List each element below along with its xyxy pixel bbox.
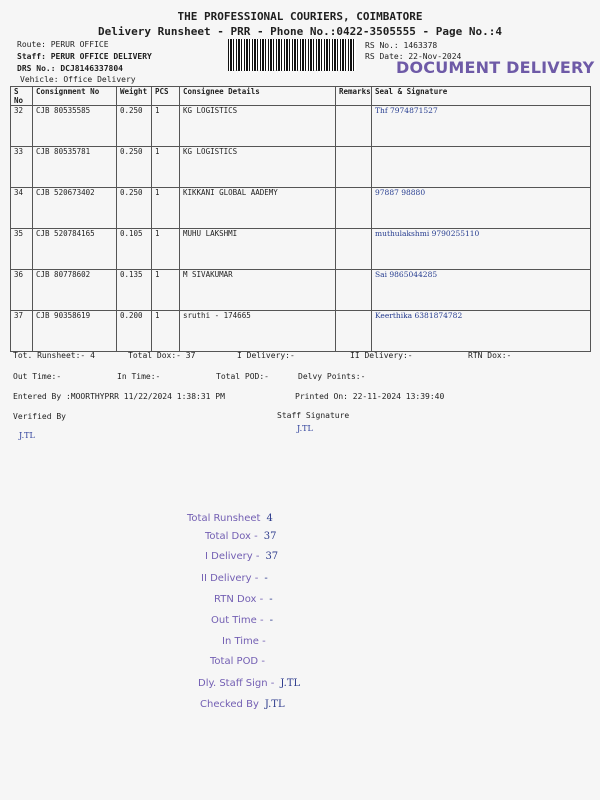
runsheet-subtitle: Delivery Runsheet - PRR - Phone No.:0422-3505555 - Page No.:4 — [98, 25, 502, 38]
table-row — [11, 147, 591, 188]
remarks-cell — [336, 106, 372, 147]
table-row — [11, 188, 591, 229]
remarks-cell — [336, 188, 372, 229]
staff-label: Staff: PERUR OFFICE DELIVERY — [17, 52, 152, 61]
table-row — [11, 311, 591, 352]
stamp-out-time: Out Time - - — [211, 615, 273, 626]
header-consignment: Consignment No — [33, 87, 117, 106]
staff-signature-label: Staff Signature — [277, 411, 350, 420]
ii-delivery: II Delivery:- — [350, 351, 413, 360]
sno-cell: 34 — [11, 188, 33, 229]
rs-number: RS No.: 1463378 — [365, 41, 438, 50]
header-consignee: Consignee Details — [180, 87, 336, 106]
stamp-staff-sign: Dly. Staff Sign - J.TL — [198, 678, 301, 689]
signature-cell — [372, 229, 591, 270]
signature-text: Sai 9865044285 — [375, 270, 438, 279]
document-delivery-stamp: DOCUMENT DELIVERY — [396, 58, 595, 77]
weight-cell: 0.200 — [117, 311, 152, 352]
route-label: Route: PERUR OFFICE — [17, 40, 109, 49]
weight-cell: 0.250 — [117, 188, 152, 229]
out-time: Out Time:- — [13, 372, 62, 381]
pcs-cell: 1 — [152, 270, 180, 311]
verified-by-label: Verified By — [13, 412, 66, 421]
printed-on: Printed On: 22-11-2024 13:39:40 — [295, 392, 445, 401]
sno-cell: 37 — [11, 311, 33, 352]
sno-cell: 35 — [11, 229, 33, 270]
remarks-cell — [336, 147, 372, 188]
pcs-cell: 1 — [152, 229, 180, 270]
delivery-points: Delvy Points:- — [298, 372, 366, 381]
verified-signature: J.TL — [19, 431, 35, 440]
entered-by: Entered By :MOORTHYPRR 11/22/2024 1:38:31 PM — [13, 392, 225, 401]
rtn-dox: RTN Dox:- — [468, 351, 512, 360]
signature-text: 97887 98880 — [375, 188, 426, 197]
drs-number: DRS No.: DCJ8146337804 — [17, 64, 123, 73]
table-row — [11, 106, 591, 147]
total-runsheet: Tot. Runsheet:- 4 — [13, 351, 95, 360]
delivery-table — [10, 86, 590, 352]
signature-text: muthulakshmi 9790255110 — [375, 229, 480, 238]
stamp-in-time: In Time - — [222, 636, 266, 647]
header-sno: S No — [11, 87, 33, 106]
weight-cell: 0.135 — [117, 270, 152, 311]
vehicle-label: Vehicle: Office Delivery — [20, 75, 136, 84]
weight-cell: 0.105 — [117, 229, 152, 270]
pcs-cell: 1 — [152, 188, 180, 229]
total-dox: Total Dox:- 37 — [128, 351, 196, 360]
stamp-rtn-dox: RTN Dox - - — [214, 594, 273, 605]
stamp-ii-delivery: II Delivery - - — [201, 573, 268, 584]
table-row — [11, 229, 591, 270]
sno-cell: 33 — [11, 147, 33, 188]
signature-text: Thf 7974871527 — [375, 106, 438, 115]
consignment-cell: CJB 80535585 — [33, 106, 117, 147]
signature-cell — [372, 106, 591, 147]
pcs-cell: 1 — [152, 311, 180, 352]
remarks-cell — [336, 311, 372, 352]
signature-text: Keerthika 6381874782 — [375, 311, 463, 320]
consignee-cell: M SIVAKUMAR — [180, 270, 336, 311]
table-header-row — [11, 87, 591, 106]
remarks-cell — [336, 270, 372, 311]
company-title: THE PROFESSIONAL COURIERS, COIMBATORE — [177, 10, 423, 23]
consignment-cell: CJB 80778602 — [33, 270, 117, 311]
pcs-cell: 1 — [152, 106, 180, 147]
rs-date: RS Date: 22-Nov-2024 — [365, 52, 462, 61]
staff-signature: J.TL — [297, 424, 313, 433]
sno-cell: 36 — [11, 270, 33, 311]
stamp-total-runsheet: Total Runsheet 4 — [187, 513, 273, 524]
consignment-cell: CJB 520784165 — [33, 229, 117, 270]
header-seal-signature: Seal & Signature — [372, 87, 591, 106]
header-remarks: Remarks — [336, 87, 372, 106]
in-time: In Time:- — [117, 372, 161, 381]
consignee-cell: KG LOGISTICS — [180, 147, 336, 188]
signature-cell — [372, 147, 591, 188]
consignment-cell: CJB 90358619 — [33, 311, 117, 352]
signature-cell — [372, 270, 591, 311]
consignee-cell: KIKKANI GLOBAL AADEMY — [180, 188, 336, 229]
consignment-cell: CJB 80535781 — [33, 147, 117, 188]
weight-cell: 0.250 — [117, 147, 152, 188]
consignee-cell: KG LOGISTICS — [180, 106, 336, 147]
total-pod: Total POD:- — [216, 372, 269, 381]
sno-cell: 32 — [11, 106, 33, 147]
weight-cell: 0.250 — [117, 106, 152, 147]
remarks-cell — [336, 229, 372, 270]
signature-cell — [372, 311, 591, 352]
stamp-total-pod: Total POD - — [210, 656, 265, 667]
stamp-i-delivery: I Delivery - 37 — [205, 551, 279, 562]
i-delivery: I Delivery:- — [237, 351, 295, 360]
header-weight: Weight — [117, 87, 152, 106]
consignment-cell: CJB 520673402 — [33, 188, 117, 229]
table-row — [11, 270, 591, 311]
barcode — [228, 39, 356, 71]
signature-cell — [372, 188, 591, 229]
stamp-checked-by: Checked By J.TL — [200, 699, 285, 710]
pcs-cell: 1 — [152, 147, 180, 188]
consignee-cell: sruthi - 174665 — [180, 311, 336, 352]
header-pcs: PCS — [152, 87, 180, 106]
stamp-total-dox: Total Dox - 37 — [205, 531, 277, 542]
consignee-cell: MUHU LAKSHMI — [180, 229, 336, 270]
